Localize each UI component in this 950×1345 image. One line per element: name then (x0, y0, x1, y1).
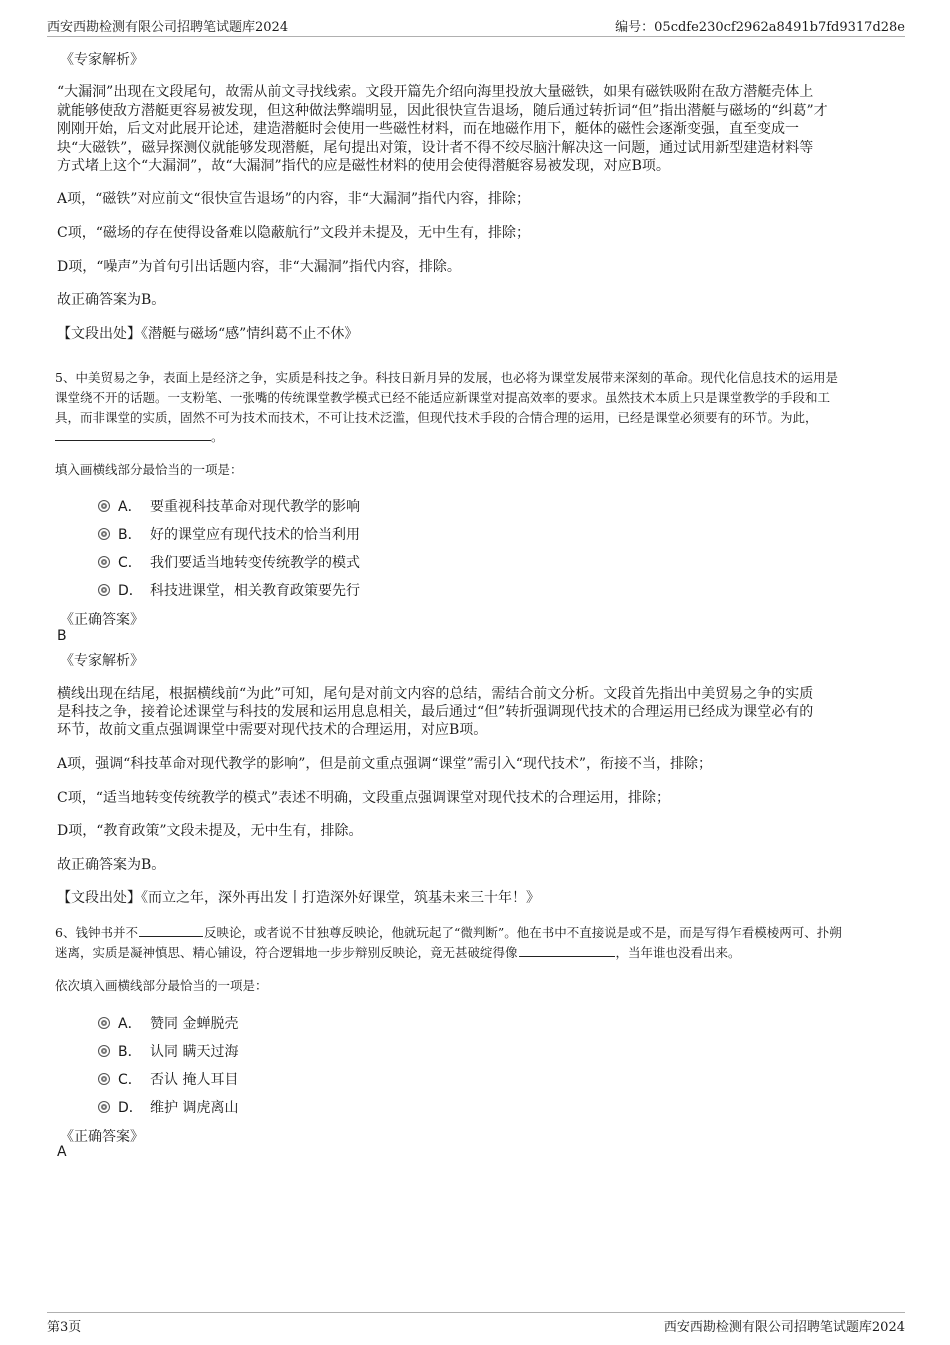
question-6-stem: 6、钱钟书并不 反映论，或者说不甘独尊反映论，他就玩起了“微判断”。他在书中不直接说是或不是，而是写得乍看模棱两可、扑朔 (55, 925, 842, 940)
conclusion: 故正确答案为B。 (57, 292, 166, 308)
answer-blank (519, 946, 615, 957)
option-c-analysis: C项，“适当地转变传统教学的模式”表述不明确，文段重点强调课堂对现代技术的合理运用，排除； (57, 790, 671, 806)
radio-icon[interactable] (98, 556, 110, 568)
q6-option-d[interactable]: D． 维护 调虎离山 (98, 1097, 238, 1117)
q5-option-d[interactable]: D． 科技进课堂，相关教育政策要先行 (98, 580, 360, 600)
page-number: 第3页 (47, 1320, 82, 1335)
radio-icon[interactable] (98, 1017, 110, 1029)
option-c-analysis: C项，“磁场的存在使得设备难以隐蔽航行”文段并未提及，无中生有，排除； (57, 225, 531, 241)
radio-icon[interactable] (98, 1045, 110, 1057)
analysis-line: “大漏洞”出现在文段尾句，故需从前文寻找线索。文段开篇先介绍向海里投放大量磁铁，如果有磁铁吸附在敌方潜艇壳体上 (57, 84, 814, 100)
option-d-analysis: D项，“教育政策”文段未提及，无中生有，排除。 (57, 823, 363, 839)
q6-option-b[interactable]: B． 认同 瞒天过海 (98, 1041, 238, 1061)
correct-answer: B (57, 628, 67, 644)
question-5-stem: 5、中美贸易之争，表面上是经济之争，实质是科技之争。科技日新月异的发展，也必将为课堂发展带来深刻的革命。现代化信息技术的运用是 (55, 370, 838, 385)
correct-answer-label: 《正确答案》 (60, 1129, 144, 1145)
analysis-line: 刚刚开始，后文对此展开论述，建造潜艇时会使用一些磁性材料，而在地磁作用下，艇体的磁性会逐渐变强，直至变成一 (57, 121, 799, 137)
analysis-line: 横线出现在结尾，根据横线前“为此”可知，尾句是对前文内容的总结，需结合前文分析。文段首先指出中美贸易之争的实质 (57, 686, 814, 702)
page-header (47, 12, 905, 37)
q6-option-a[interactable]: A． 赞同 金蝉脱壳 (98, 1013, 238, 1033)
option-a-analysis: A项，“磁铁”对应前文“很快宣告退场”的内容，非“大漏洞”指代内容，排除； (57, 191, 531, 207)
radio-icon[interactable] (98, 500, 110, 512)
q5-option-c[interactable]: C． 我们要适当地转变传统教学的模式 (98, 552, 360, 572)
q6-option-c[interactable]: C． 否认 掩人耳目 (98, 1069, 238, 1089)
expert-analysis-label: 《专家解析》 (60, 653, 144, 669)
question-5-stem: 具，而非课堂的实质，固然不可为技术而技术，不可让技术泛滥，但现代技术手段的合情合理的运用，已经是课堂必须要有的环节。为此， (55, 410, 818, 425)
radio-icon[interactable] (98, 1073, 110, 1085)
option-d-analysis: D项，“噪声”为首句引出话题内容，非“大漏洞”指代内容，排除。 (57, 259, 461, 275)
analysis-line: 环节，故前文重点强调课堂中需要对现代技术的合理运用，对应B项。 (57, 722, 488, 738)
footer-title: 西安西勘检测有限公司招聘笔试题库2024 (663, 1320, 905, 1335)
question-6-stem: 迷离，实质是凝神慎思、精心铺设，符合逻辑地一步步辩别反映论，竟无甚破绽得像 ，当年谁也没看出来。 (55, 945, 741, 960)
page-footer (47, 1312, 905, 1337)
correct-answer: A (57, 1144, 67, 1160)
answer-blank (55, 430, 211, 441)
source-citation: 【文段出处】《潜艇与磁场“感”情纠葛不止不休》 (57, 326, 359, 342)
radio-icon[interactable] (98, 528, 110, 540)
header-title: 西安西勘检测有限公司招聘笔试题库2024 (47, 20, 289, 35)
header-serial: 编号：05cdfe230cf2962a8491b7fd9317d28e (615, 20, 905, 35)
correct-answer-label: 《正确答案》 (60, 612, 144, 628)
question-5-stem-end: 。 (55, 427, 224, 445)
q5-option-b[interactable]: B． 好的课堂应有现代技术的恰当利用 (98, 524, 360, 544)
question-5-prompt: 填入画横线部分最恰当的一项是： (55, 462, 243, 477)
option-a-analysis: A项，强调“科技革命对现代教学的影响”，但是前文重点强调“课堂”需引入“现代技术”，衔接不当，排除； (57, 756, 713, 772)
q5-option-a[interactable]: A． 要重视科技革命对现代教学的影响 (98, 496, 360, 516)
question-5-stem: 课堂绕不开的话题。一支粉笔、一张嘴的传统课堂教学模式已经不能适应新课堂对提高效率的要求。虽然技术本质上只是课堂教学的手段和工 (55, 390, 831, 405)
question-6-prompt: 依次填入画横线部分最恰当的一项是： (55, 978, 268, 993)
analysis-line: 块“大磁铁”，磁异探测仪就能够发现潜艇，尾句提出对策，设计者不得不绞尽脑汁解决这一问题，通过试用新型建造材料等 (57, 140, 814, 156)
analysis-line: 就能够使敌方潜艇更容易被发现，但这种做法弊端明显，因此很快宣告退场，随后通过转折词“但”指出潜艇与磁场的“纠葛”才 (57, 103, 828, 119)
expert-analysis-label: 《专家解析》 (60, 52, 144, 68)
analysis-line: 方式堵上这个“大漏洞”，故“大漏洞”指代的应是磁性材料的使用会使得潜艇容易被发现，对应B项。 (57, 158, 670, 174)
radio-icon[interactable] (98, 1101, 110, 1113)
conclusion: 故正确答案为B。 (57, 857, 166, 873)
answer-blank (139, 926, 203, 937)
source-citation: 【文段出处】《而立之年，深外再出发丨打造深外好课堂，筑基未来三十年！》 (57, 890, 540, 906)
analysis-line: 是科技之争，接着论述课堂与科技的发展和运用息息相关，最后通过“但”转折强调现代技术的合理运用已经成为课堂必有的 (57, 704, 814, 720)
radio-icon[interactable] (98, 584, 110, 596)
